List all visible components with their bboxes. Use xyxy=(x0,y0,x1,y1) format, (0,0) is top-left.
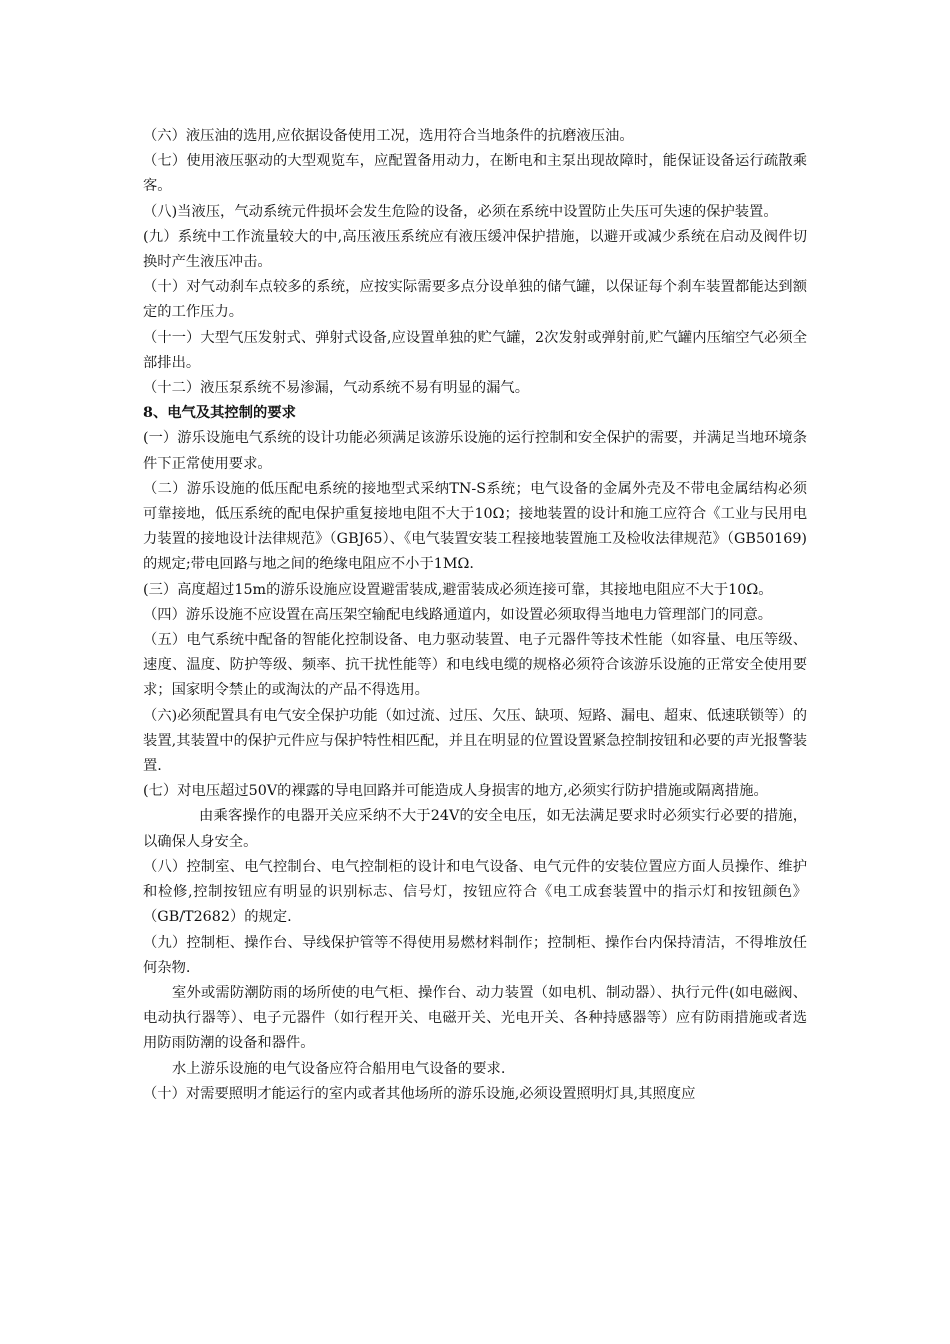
paragraph-e3-lightning: (三）高度超过15m的游乐设施应设置避雷装成,避雷装成必须连接可靠，其接地电阻应不大于10Ω。 xyxy=(143,581,773,598)
paragraph-e9-water-rides: 水上游乐设施的电气设备应符合船用电气设备的要求. xyxy=(172,1060,506,1077)
document-body xyxy=(143,124,807,1107)
paragraph-7-backup-power: （七）使用液压驱动的大型观览车，应配置备用动力，在断电和主泵出现故障时，能保证设备运行疏散乘客。 xyxy=(143,153,807,195)
paragraph-e10-lighting: （十）对需要照明才能运行的室内或者其他场所的游乐设施,必须设置照明灯具,其照度应 xyxy=(143,1085,696,1102)
paragraph-e9-materials: （九）控制柜、操作台、导线保护管等不得使用易燃材料制作；控制柜、操作台内保持清洁，不得堆放任何杂物. xyxy=(143,934,807,976)
paragraph-8-pressure-loss: （八)当液压，气动系统元件损坏会发生危险的设备，必须在系统中设置防止失压可失速的保护装置。 xyxy=(143,203,778,220)
paragraph-e8-control-room: （八）控制室、电气控制台、电气控制柜的设计和电气设备、电气元件的安装位置应方面人员操作、维护和检修,控制按钮应有明显的识别标志、信号灯，按钮应符合《电工成套装置中的指示灯和按钮颜色》（GB/T2682）的规定. xyxy=(143,858,807,926)
paragraph-e1-design: (一）游乐设施电气系统的设计功能必须满足该游乐设施的运行控制和安全保护的需要，并满足当地环境条件下正常使用要求。 xyxy=(143,430,807,472)
paragraph-e9-outdoor: 室外或需防潮防雨的场所使的电气柜、操作台、动力装置（如电机、制动器）、执行元件(如电磁阀、电动执行器等）、电子元器件（如行程开关、电磁开关、光电开关、各种持感器等）应有防雨措施或者选用防雨防潮的设备和器件。 xyxy=(143,984,807,1052)
section-heading-electrical: 8、电气及其控制的要求 xyxy=(143,405,296,422)
paragraph-e2-grounding: （二）游乐设施的低压配电系统的接地型式采纳TN-S系统；电气设备的金属外壳及不带电金属结构必须可靠接地，低压系统的配电保护重复接地电阻不大于10Ω；接地装置的设计和施工应符合《工业与民用电力装置的接地设计法律规范》（GBJ65）、《电气装置安装工程接地装置施工及检收法律规范》（GB50169)的规定;带电回路与地之间的绝缘电阻应不小于1MΩ. xyxy=(143,480,807,573)
paragraph-10-air-tanks: （十）对气动刹车点较多的系统，应按实际需要多点分设单独的储气罐，以保证每个刹车装置都能达到额定的工作压力。 xyxy=(143,279,807,321)
paragraph-e7-exposed-conductors: (七）对电压超过50V的裸露的导电回路并可能造成人身损害的地方,必须实行防护措施或隔离措施。 xyxy=(143,783,768,800)
paragraph-e6-protection: （六)必须配置具有电气安全保护功能（如过流、过压、欠压、缺项、短路、漏电、超束、低速联锁等）的装置,其装置中的保护元件应与保护特性相匹配，并且在明显的位置设置紧急控制按钮和必要的声光报警装置. xyxy=(143,707,807,775)
paragraph-e7-safety-voltage: 由乘客操作的电器开关应采纳不大于24V的安全电压，如无法满足要求时必须实行必要的措施，以确保人身安全。 xyxy=(143,808,807,850)
paragraph-e4-high-voltage: （四）游乐设施不应设置在高压架空输配电线路通道内，如设置必须取得当地电力管理部门的同意。 xyxy=(143,606,773,623)
paragraph-11-launch-devices: （十一）大型气压发射式、弹射式设备,应设置单独的贮气罐，2次发射或弹射前,贮气罐内压缩空气必须全部排出。 xyxy=(143,329,807,371)
paragraph-e5-equipment: （五）电气系统中配备的智能化控制设备、电力驱动装置、电子元器件等技术性能（如容量、电压等级、速度、温度、防护等级、频率、抗干扰性能等）和电线电缆的规格必须符合该游乐设施的正常安全使用要求；国家明令禁止的或淘汰的产品不得选用。 xyxy=(143,632,807,699)
paragraph-6-hydraulic-oil: （六）液压油的选用,应依据设备使用工况，选用符合当地条件的抗磨液压油。 xyxy=(143,128,634,144)
paragraph-12-leakage: （十二）液压泵系统不易渗漏，气动系统不易有明显的漏气。 xyxy=(143,380,530,397)
paragraph-9-hydraulic-buffer: (九）系统中工作流量较大的中,高压液压系统应有液压缓冲保护措施，以避开或减少系统在启动及阀件切换时产生液压冲击。 xyxy=(143,228,807,271)
